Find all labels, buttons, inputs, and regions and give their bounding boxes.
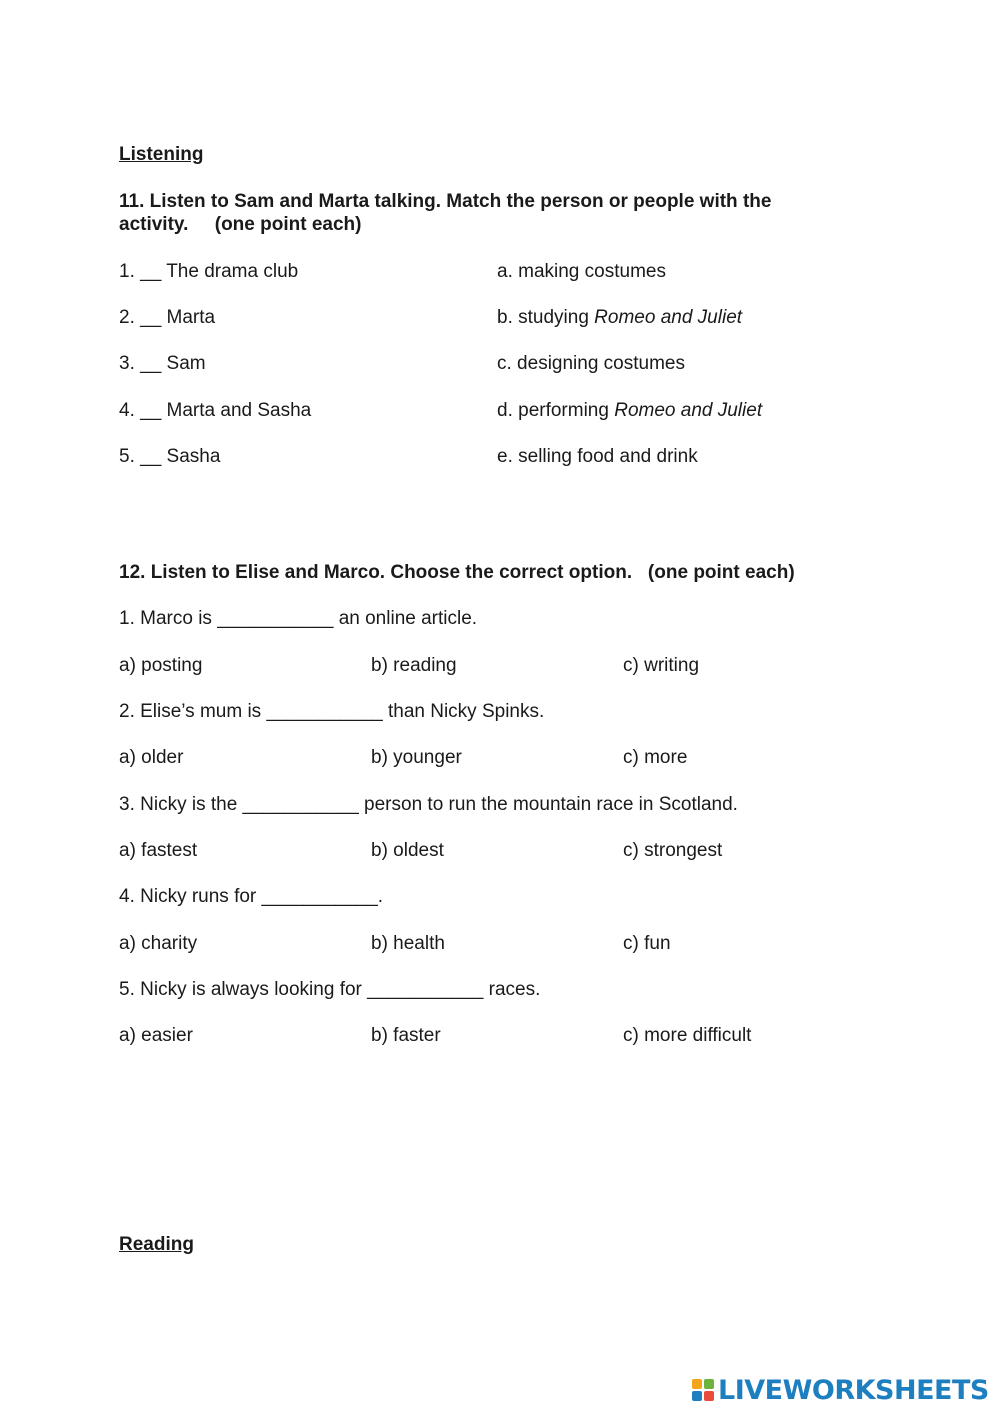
logo-square-2 (704, 1379, 714, 1389)
q11-instruction-line1: 11. Listen to Sam and Marta talking. Match the person or people with the (119, 191, 772, 212)
q12-question-2: 2. Elise’s mum is ___________ than Nicky Spinks. (119, 701, 545, 722)
q11-activity-d-text: d. performing (497, 400, 615, 421)
q11-activity-b (497, 307, 742, 329)
logo-square-4 (704, 1391, 714, 1401)
q12-question-1: 1. Marco is ___________ an online article. (119, 608, 478, 629)
q12-q2-option-a[interactable]: a) older (119, 747, 184, 768)
q12-question-5: 5. Nicky is always looking for ___________ races. (119, 979, 541, 1000)
q12-q2-option-b[interactable]: b) younger (371, 747, 462, 768)
q12-q2-option-c[interactable]: c) more (623, 747, 688, 768)
q11-activity-d (497, 400, 762, 422)
logo-mark-icon (692, 1379, 714, 1401)
q12-q5-option-c[interactable]: c) more difficult (623, 1025, 752, 1046)
q11-activity-e (497, 446, 698, 468)
q11-person-5: 5. __ Sasha (119, 446, 221, 467)
q12-question-3: 3. Nicky is the ___________ person to run the mountain race in Scotland. (119, 794, 738, 815)
q12-q4-option-c[interactable]: c) fun (623, 933, 671, 954)
q12-q5-option-a[interactable]: a) easier (119, 1025, 193, 1046)
q11-activity-a (497, 261, 666, 283)
logo-square-3 (692, 1391, 702, 1401)
q11-activity-e-text: e. selling food and drink (497, 446, 698, 467)
q12-q3-option-c[interactable]: c) strongest (623, 840, 723, 861)
q12-q3-option-a[interactable]: a) fastest (119, 840, 198, 861)
q12-q1-option-c[interactable]: c) writing (623, 655, 700, 676)
logo-square-1 (692, 1379, 702, 1389)
q11-person-1: 1. __ The drama club (119, 261, 299, 282)
q12-q3-option-b[interactable]: b) oldest (371, 840, 444, 861)
q12-question-4: 4. Nicky runs for ___________. (119, 886, 384, 907)
q11-activity-b-text: b. studying (497, 307, 595, 328)
reading-heading: Reading (119, 1234, 194, 1255)
q11-instruction-line2: activity. (one point each) (119, 214, 362, 235)
q11-activity-d-italic: Romeo and Juliet (614, 400, 763, 421)
liveworksheets-logo (692, 1374, 989, 1406)
q11-activity-c-text: c. designing costumes (497, 353, 685, 374)
q12-q4-option-a[interactable]: a) charity (119, 933, 198, 954)
q11-person-3: 3. __ Sam (119, 353, 206, 374)
q12-q1-option-a[interactable]: a) posting (119, 655, 203, 676)
logo-text: LIVEWORKSHEETS (718, 1374, 989, 1406)
q11-activity-c (497, 353, 685, 375)
q12-q1-option-b[interactable]: b) reading (371, 655, 457, 676)
q11-person-2: 2. __ Marta (119, 307, 216, 328)
q11-person-4: 4. __ Marta and Sasha (119, 400, 312, 421)
q12-instruction: 12. Listen to Elise and Marco. Choose the correct option. (one point each) (119, 562, 795, 583)
listening-heading: Listening (119, 144, 204, 165)
q12-q5-option-b[interactable]: b) faster (371, 1025, 441, 1046)
q11-activity-b-italic: Romeo and Juliet (594, 307, 743, 328)
q12-q4-option-b[interactable]: b) health (371, 933, 445, 954)
q11-activity-a-text: a. making costumes (497, 261, 666, 282)
